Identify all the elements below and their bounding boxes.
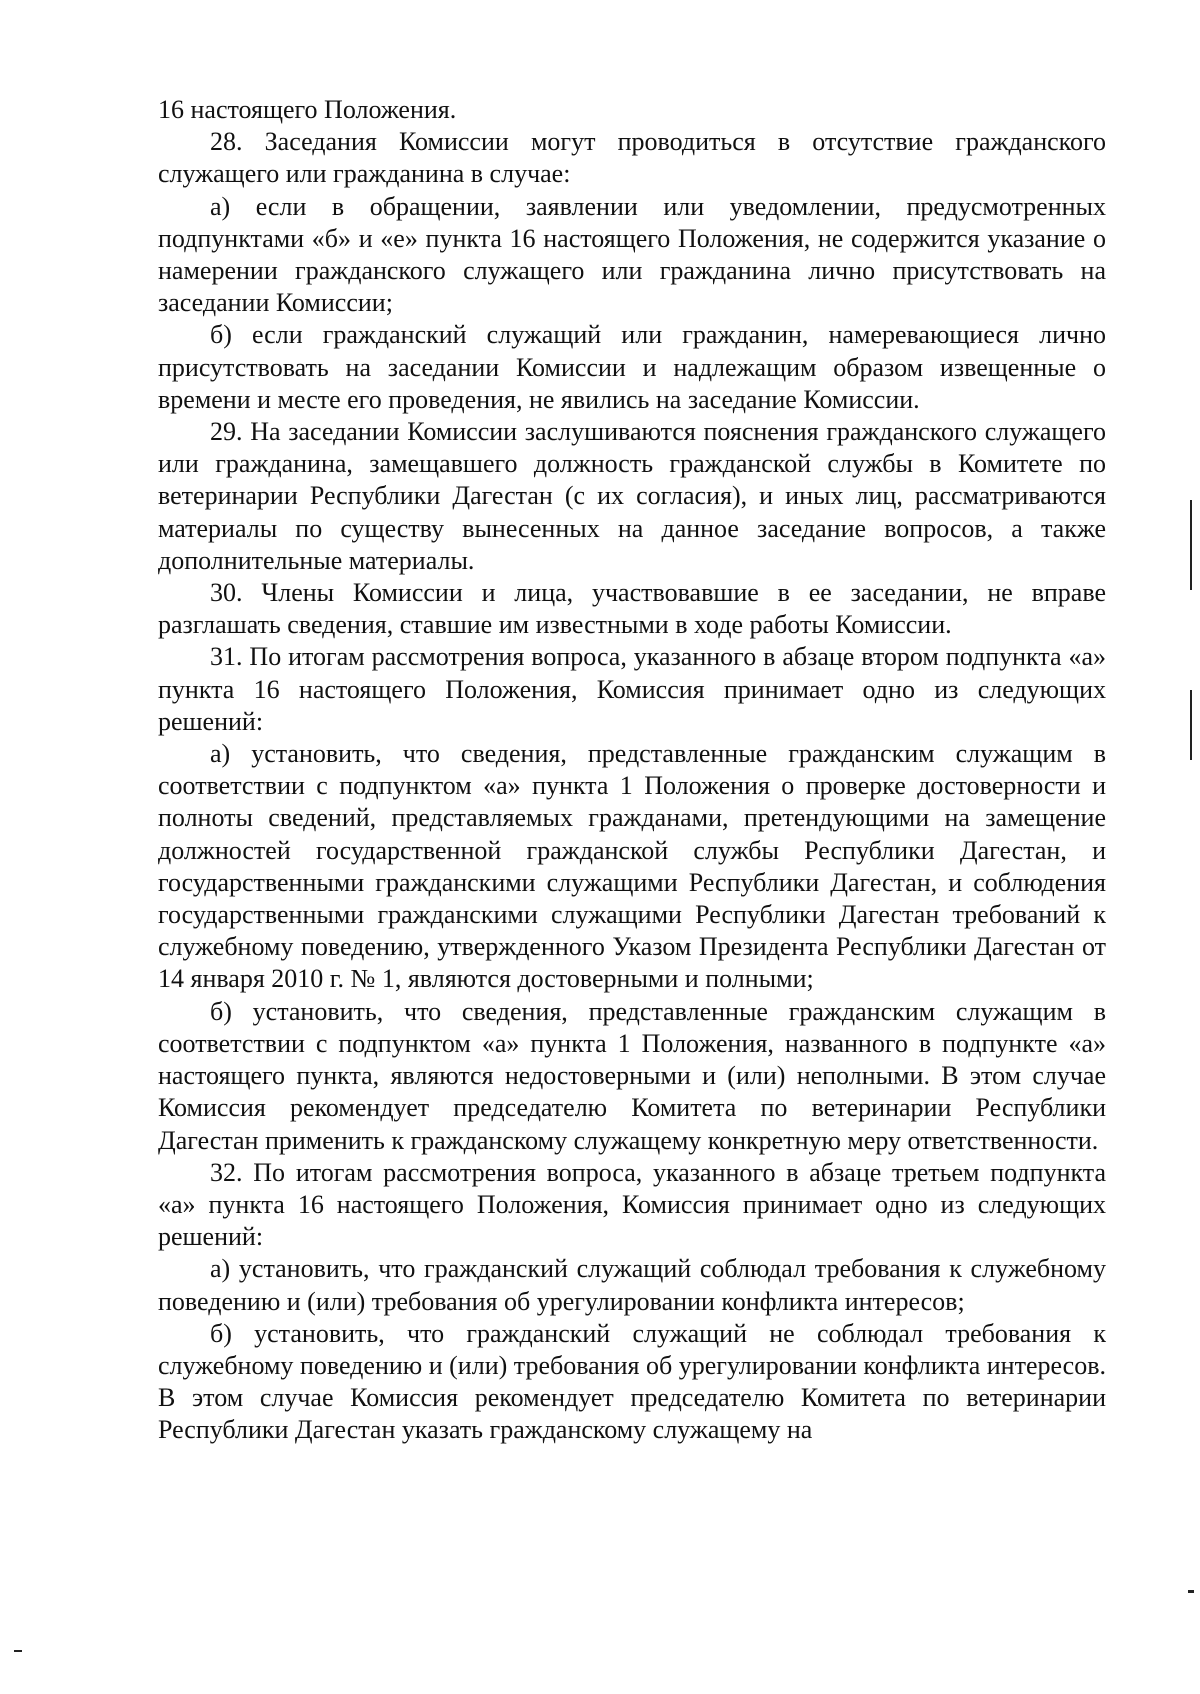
- paragraph-continuation: 16 настоящего Положения.: [158, 95, 457, 124]
- paragraph-31-b: б) установить, что сведения, представленные гражданским служащим в соответствии с подпунктом «а» пункта 1 Положения, названного в подпункте «а» настоящего пункта, являются недостоверными и (или) неполными. В этом случае Комиссия рекомендует председателю Комитета по ветеринарии Республики Дагестан применить к гражданскому служащему конкретную меру ответственности.: [158, 996, 1106, 1155]
- scan-mark-right-1: [1190, 500, 1192, 590]
- document-body: [158, 94, 1106, 1447]
- paragraph-28-b: б) если гражданский служащий или гражданин, намеревающиеся лично присутствовать на заседании Комиссии и надлежащим образом извещенные о времени и месте его проведения, не явились на заседание Комиссии.: [158, 320, 1106, 414]
- paragraph-31: 31. По итогам рассмотрения вопроса, указанного в абзаце втором подпункта «а» пункта 16 настоящего Положения, Комиссия принимает одно из следующих решений:: [158, 642, 1106, 736]
- paragraph-30: 30. Члены Комиссии и лица, участвовавшие в ее заседании, не вправе разглашать сведения, ставшие им известными в ходе работы Комиссии.: [158, 578, 1106, 640]
- paragraph-28-a: а) если в обращении, заявлении или уведомлении, предусмотренных подпунктами «б» и «е» пункта 16 настоящего Положения, не содержится указание о намерении гражданского служащего или гражданина лично присутствовать на заседании Комиссии;: [158, 191, 1106, 318]
- scan-mark-right-2: [1190, 690, 1192, 760]
- scan-mark-left-1: [14, 1650, 22, 1652]
- paragraph-29: 29. На заседании Комиссии заслушиваются пояснения гражданского служащего или гражданина, замещавшего должность гражданской службы в Комитете по ветеринарии Республики Дагестан (с их согласия), и иных лиц, рассматриваются материалы по существу вынесенных на данное заседание вопросов, а также дополнительные материалы.: [158, 417, 1106, 575]
- paragraph-28: 28. Заседания Комиссии могут проводиться в отсутствие гражданского служащего или гражданина в случае:: [158, 127, 1106, 189]
- paragraph-31-a: а) установить, что сведения, представленные гражданским служащим в соответствии с подпунктом «а» пункта 1 Положения о проверке достоверности и полноты сведений, представляемых гражданами, претендующими на замещение должностей государственной гражданской службы Республики Дагестан, и государственными гражданскими служащими Республики Дагестан, и соблюдения государственными гражданскими служащими Республики Дагестан требований к служебному поведению, утвержденного Указом Президента Республики Дагестан от 14 января 2010 г. № 1, являются достоверными и полными;: [158, 739, 1106, 994]
- paragraph-32-b: б) установить, что гражданский служащий не соблюдал требования к служебному поведению и (или) требования об урегулировании конфликта интересов. В этом случае Комиссия рекомендует председателю Комитета по ветеринарии Республики Дагестан указать гражданскому служащему на: [158, 1318, 1106, 1445]
- paragraph-32: 32. По итогам рассмотрения вопроса, указанного в абзаце третьем подпункта «а» пункта 16 настоящего Положения, Комиссия принимает одно из следующих решений:: [158, 1157, 1106, 1252]
- scan-mark-right-3: [1188, 1590, 1194, 1593]
- paragraph-32-a: а) установить, что гражданский служащий соблюдал требования к служебному поведению и (или) требования об урегулировании конфликта интересов;: [158, 1254, 1106, 1316]
